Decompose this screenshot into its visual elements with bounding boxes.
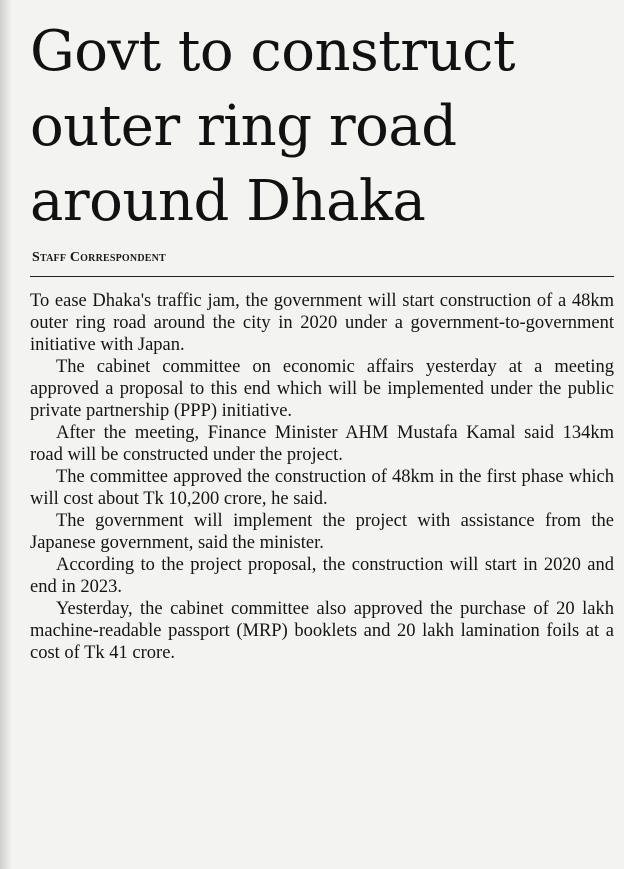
article-paragraph: According to the project proposal, the construction will start in 2020 and end in 2023.: [30, 555, 614, 597]
article-body: [30, 290, 614, 664]
article-paragraph: The cabinet committee on economic affairs yesterday at a meeting approved a proposal to this end which will be implemented under the public private partnership (PPP) initiative.: [30, 357, 614, 421]
article-paragraph: To ease Dhaka's traffic jam, the government will start construction of a 48km outer ring road around the city in 2020 under a government-to-government initiative with Japan.: [30, 291, 614, 355]
article-headline: Govt to construct outer ring road around Dhaka: [30, 19, 515, 234]
article-paragraph: The government will implement the project with assistance from the Japanese government, said the minister.: [30, 511, 614, 553]
article-paragraph: The committee approved the construction of 48km in the first phase which will cost about Tk 10,200 crore, he said.: [30, 467, 614, 509]
page-edge-shadow: [0, 0, 12, 869]
article-paragraph: After the meeting, Finance Minister AHM Mustafa Kamal said 134km road will be constructed under the project.: [30, 423, 614, 465]
byline-divider: [30, 276, 614, 277]
article-paragraph: Yesterday, the cabinet committee also approved the purchase of 20 lakh machine-readable passport (MRP) booklets and 20 lakh lamination foils at a cost of Tk 41 crore.: [30, 599, 614, 663]
article-byline: Staff Correspondent: [32, 250, 166, 265]
